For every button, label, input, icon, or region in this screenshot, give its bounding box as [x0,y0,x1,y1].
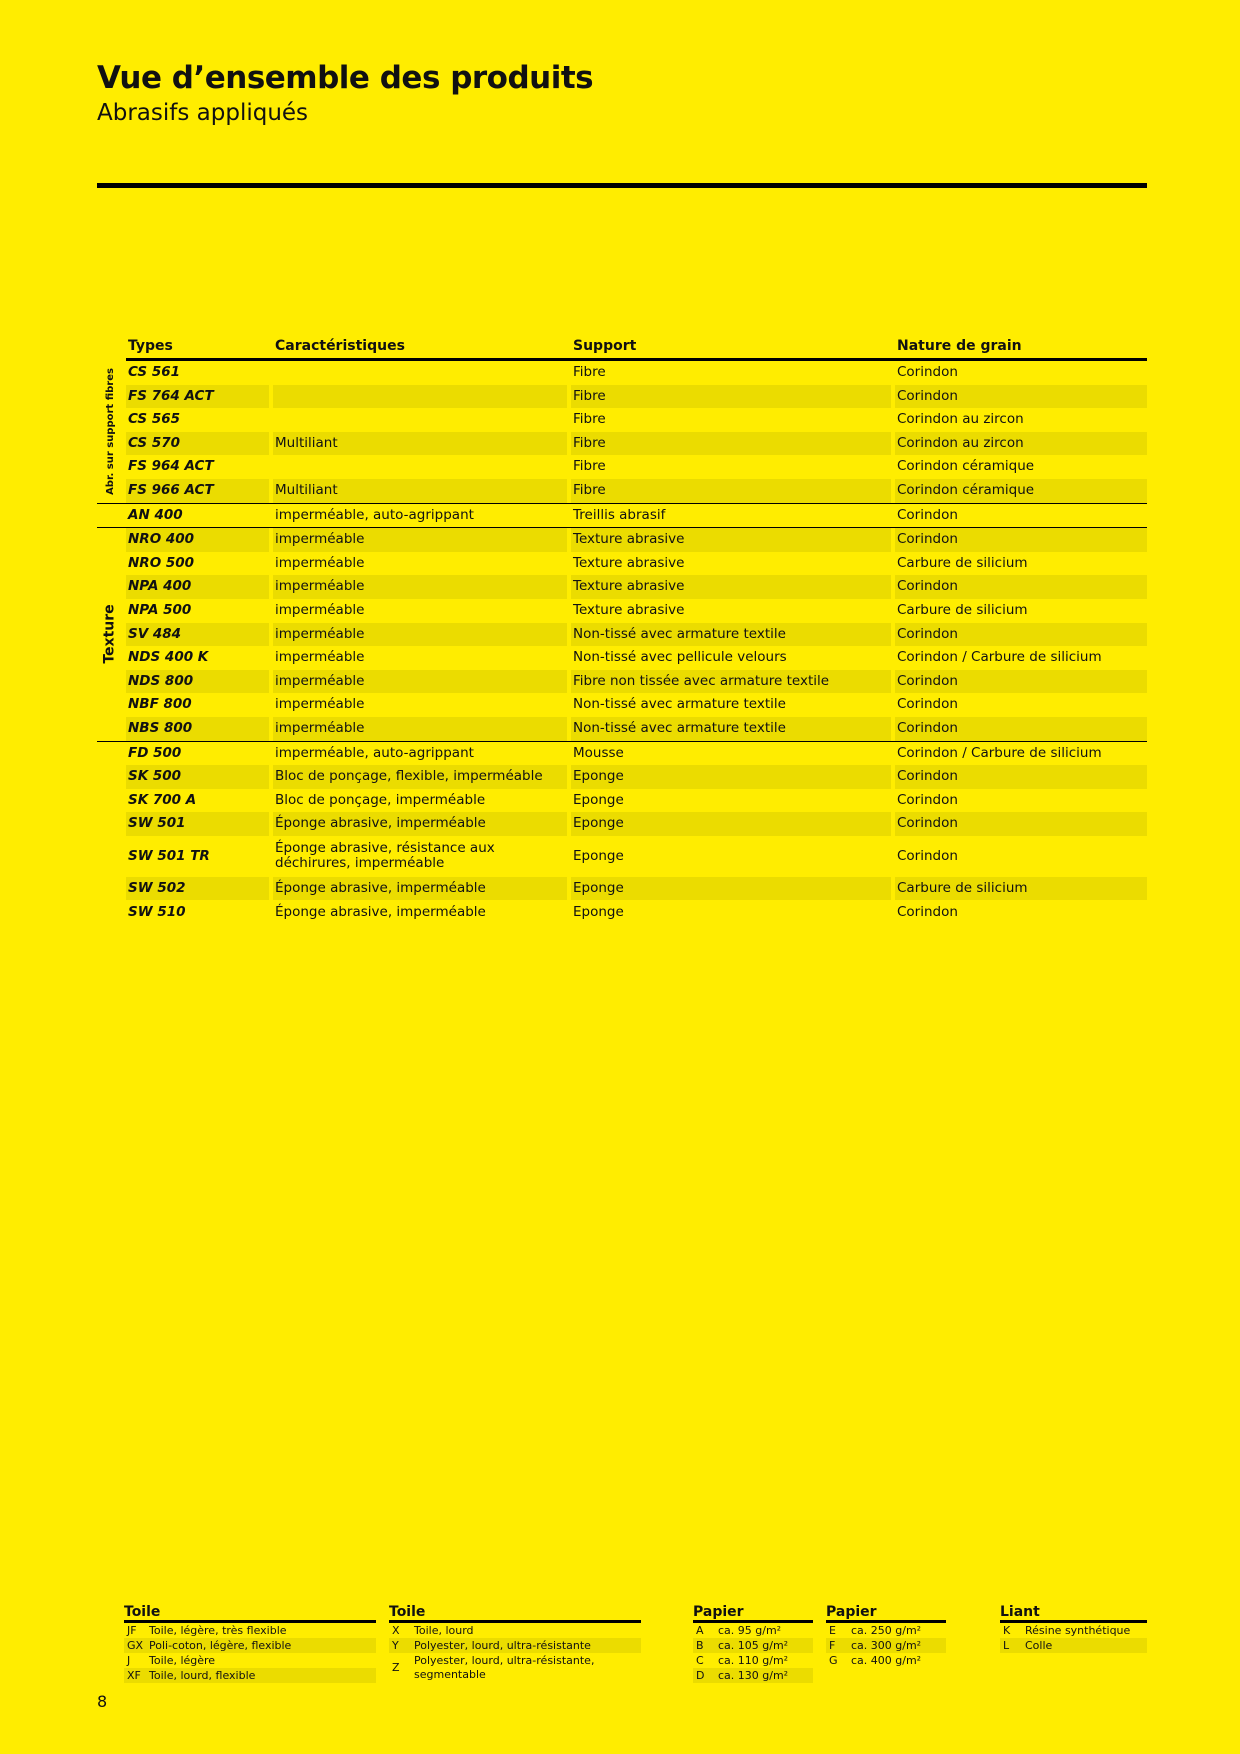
type-cell: NPA 500 [128,601,192,618]
legend-description: ca. 110 g/m² [718,1653,789,1667]
support-cell: Texture abrasive [573,554,685,571]
grain-cell: Corindon [895,765,1147,789]
grain-cell: Carbure de silicium [895,877,1147,901]
legend-description: Polyester, lourd, ultra-résistante [414,1638,591,1652]
table-header [126,336,1147,361]
type-cell: SW 510 [128,903,186,920]
table-row [126,528,1147,552]
support-cell: Eponge [571,877,891,901]
legend-item [389,1623,641,1638]
table-row [126,742,1147,766]
characteristics-cell: imperméable, auto-agrippant [275,506,474,523]
table-row [126,836,1147,877]
type-cell: NBS 800 [126,717,269,741]
characteristics-cell: imperméable [273,623,567,647]
legend-item [124,1638,376,1653]
legend-item [389,1638,641,1653]
legend-code: C [696,1653,704,1667]
column-header-support: Support [573,338,637,354]
legend-item [124,1668,376,1683]
page-title: Vue d’ensemble des produits [97,60,594,96]
characteristics-cell: Éponge abrasive, imperméable [273,812,567,836]
legend-title: Liant [1000,1604,1147,1623]
legend-item [826,1638,946,1653]
legend-code: J [127,1653,131,1667]
characteristics-cell: Multiliant [273,432,567,456]
support-cell: Non-tissé avec armature textile [571,717,891,741]
characteristics-cell [273,385,567,409]
legend-item [693,1653,813,1668]
legend-code: L [1003,1638,1010,1652]
grain-cell: Corindon au zircon [895,432,1147,456]
legend-description: ca. 130 g/m² [718,1668,789,1682]
legend-code: F [829,1638,836,1652]
characteristics-cell [273,361,567,385]
group-label-text: Abr. sur support fibres [104,368,116,496]
type-cell: FS 764 ACT [126,385,269,409]
type-cell: SK 500 [126,765,269,789]
characteristics-cell: Éponge abrasive, imperméable [273,877,567,901]
grain-cell: Corindon céramique [897,458,1035,475]
type-cell: CS 561 [128,364,181,381]
support-cell: Fibre [573,411,606,428]
column-header-grain: Nature de grain [897,338,1022,354]
table-row [126,432,1147,456]
legend-description: Toile, légère, très flexible [149,1623,287,1637]
legend-code: G [829,1653,838,1667]
legend-item [693,1638,813,1653]
grain-cell: Corindon [897,847,958,864]
table-group [97,741,1147,925]
support-cell: Treillis abrasif [573,506,666,523]
legend-block [826,1604,946,1668]
support-cell: Eponge [571,812,891,836]
legend-block [693,1604,813,1683]
legend-code: X [392,1623,400,1637]
table-row [126,455,1147,479]
characteristics-cell: Multiliant [273,479,567,503]
legend-description: ca. 300 g/m² [851,1638,922,1652]
type-cell: CS 570 [126,432,269,456]
legend-title: Toile [124,1604,376,1623]
group-label-text: Texture [102,604,118,664]
table-row [126,385,1147,409]
support-cell: Fibre [571,432,891,456]
characteristics-cell: Bloc de ponçage, flexible, imperméable [273,765,567,789]
support-cell: Eponge [573,847,624,864]
table-row [126,812,1147,836]
type-cell: SV 484 [126,623,269,647]
legend-description: ca. 105 g/m² [718,1638,789,1652]
characteristics-cell [273,455,567,479]
group-label [97,528,123,740]
column-header-types: Types [128,338,173,354]
support-cell: Fibre [571,385,891,409]
characteristics-cell: Éponge abrasive, résistance aux déchirures, imperméable [275,839,495,872]
characteristics-cell: imperméable, auto-agrippant [275,744,474,761]
grain-cell: Corindon [897,696,958,713]
legend-code: JF [127,1623,137,1637]
support-cell: Eponge [573,903,624,920]
table-group [97,527,1147,740]
type-cell: NRO 400 [126,528,269,552]
characteristics-cell: imperméable [273,528,567,552]
grain-cell: Corindon [897,903,958,920]
grain-cell: Corindon [897,364,958,381]
table-row [126,408,1147,432]
legend-code: XF [127,1668,141,1682]
page-subtitle: Abrasifs appliqués [97,100,309,126]
table-row [126,623,1147,647]
grain-cell: Corindon [897,791,958,808]
table-row [126,877,1147,901]
characteristics-cell: imperméable [273,670,567,694]
characteristics-cell: imperméable [275,554,365,571]
type-cell: SK 700 A [128,791,197,808]
table-row [126,789,1147,813]
table-row [126,552,1147,576]
legend-description: Polyester, lourd, ultra-résistante, segmentable [414,1654,595,1681]
support-cell: Texture abrasive [573,601,685,618]
characteristics-cell: Bloc de ponçage, imperméable [275,791,486,808]
legend-item [389,1653,641,1683]
type-cell: SW 501 [126,812,269,836]
legend-item [1000,1623,1147,1638]
type-cell: NDS 800 [126,670,269,694]
table-row [126,479,1147,503]
legend-block [1000,1604,1147,1653]
support-cell: Mousse [573,744,624,761]
table-row [126,504,1147,528]
grain-cell: Carbure de silicium [897,601,1028,618]
legend-item [1000,1638,1147,1653]
grain-cell: Corindon [895,717,1147,741]
table-group [97,503,1147,528]
legend-item [124,1623,376,1638]
legend-code: Y [392,1638,399,1652]
support-cell: Non-tissé avec armature textile [571,623,891,647]
characteristics-cell: imperméable [275,649,365,666]
column-header-characteristics: Caractéristiques [275,338,405,354]
support-cell: Eponge [573,791,624,808]
type-cell: FS 964 ACT [128,458,214,475]
type-cell: CS 565 [128,411,181,428]
legend-description: ca. 95 g/m² [718,1623,782,1637]
support-cell: Non-tissé avec pellicule velours [573,649,787,666]
support-cell: Eponge [571,765,891,789]
table-row [126,575,1147,599]
legend-code: K [1003,1623,1011,1637]
legend-block [389,1604,641,1683]
grain-cell: Corindon / Carbure de silicium [897,649,1102,666]
product-table [97,336,1147,924]
legend-description: ca. 250 g/m² [851,1623,922,1637]
table-row [126,717,1147,741]
group-label [97,361,123,503]
legend-description: Toile, légère [149,1653,216,1667]
legend-description: Toile, lourd, flexible [149,1668,256,1682]
grain-cell: Corindon [895,528,1147,552]
legend-description: Poli-coton, légère, flexible [149,1638,292,1652]
table-row [126,900,1147,924]
legend-description: ca. 400 g/m² [851,1653,922,1667]
characteristics-cell: imperméable [275,601,365,618]
support-cell: Fibre [571,479,891,503]
table-group [97,361,1147,503]
grain-cell: Corindon [895,623,1147,647]
table-row [126,670,1147,694]
legend-code: D [696,1668,705,1682]
type-cell: NRO 500 [128,554,195,571]
legend-code: B [696,1638,704,1652]
support-cell: Fibre [573,458,606,475]
type-cell: SW 502 [126,877,269,901]
type-cell: FD 500 [128,744,182,761]
type-cell: NDS 400 K [128,649,209,666]
type-cell: AN 400 [128,506,183,523]
grain-cell: Corindon au zircon [897,411,1024,428]
grain-cell: Corindon [895,385,1147,409]
characteristics-cell: imperméable [275,696,365,713]
type-cell: NPA 400 [126,575,269,599]
header-rule [97,183,1147,188]
grain-cell: Corindon [895,670,1147,694]
legend-code: GX [127,1638,144,1652]
support-cell: Non-tissé avec armature textile [573,696,786,713]
characteristics-cell: imperméable [273,575,567,599]
grain-cell: Corindon [895,575,1147,599]
page-number: 8 [97,1692,108,1711]
characteristics-cell: imperméable [273,717,567,741]
support-cell: Texture abrasive [571,575,891,599]
legend-code: A [696,1623,704,1637]
legend-description: Toile, lourd [414,1623,474,1637]
type-cell: SW 501 TR [128,847,210,864]
legend-item [124,1653,376,1668]
grain-cell: Carbure de silicium [897,554,1028,571]
table-row [126,765,1147,789]
grain-cell: Corindon / Carbure de silicium [897,744,1102,761]
legend-item [826,1653,946,1668]
grain-cell: Corindon céramique [895,479,1147,503]
table-row [126,361,1147,385]
grain-cell: Corindon [895,812,1147,836]
characteristics-cell [273,408,567,432]
table-row [126,599,1147,623]
legend-description: Résine synthétique [1025,1623,1131,1637]
grain-cell: Corindon [897,506,958,523]
legend-code: E [829,1623,836,1637]
legend-block [124,1604,376,1683]
type-cell: NBF 800 [128,696,192,713]
support-cell: Fibre non tissée avec armature textile [571,670,891,694]
characteristics-cell: Éponge abrasive, imperméable [275,903,486,920]
legend-title: Toile [389,1604,641,1623]
legend-item [693,1668,813,1683]
table-row [126,646,1147,670]
support-cell: Fibre [573,364,606,381]
legend-item [693,1623,813,1638]
legend-title: Papier [826,1604,946,1623]
legend-description: Colle [1025,1638,1053,1652]
legend-code: Z [392,1661,400,1674]
legend-title: Papier [693,1604,813,1623]
type-cell: FS 966 ACT [126,479,269,503]
legend-item [826,1623,946,1638]
table-row [126,693,1147,717]
support-cell: Texture abrasive [571,528,891,552]
